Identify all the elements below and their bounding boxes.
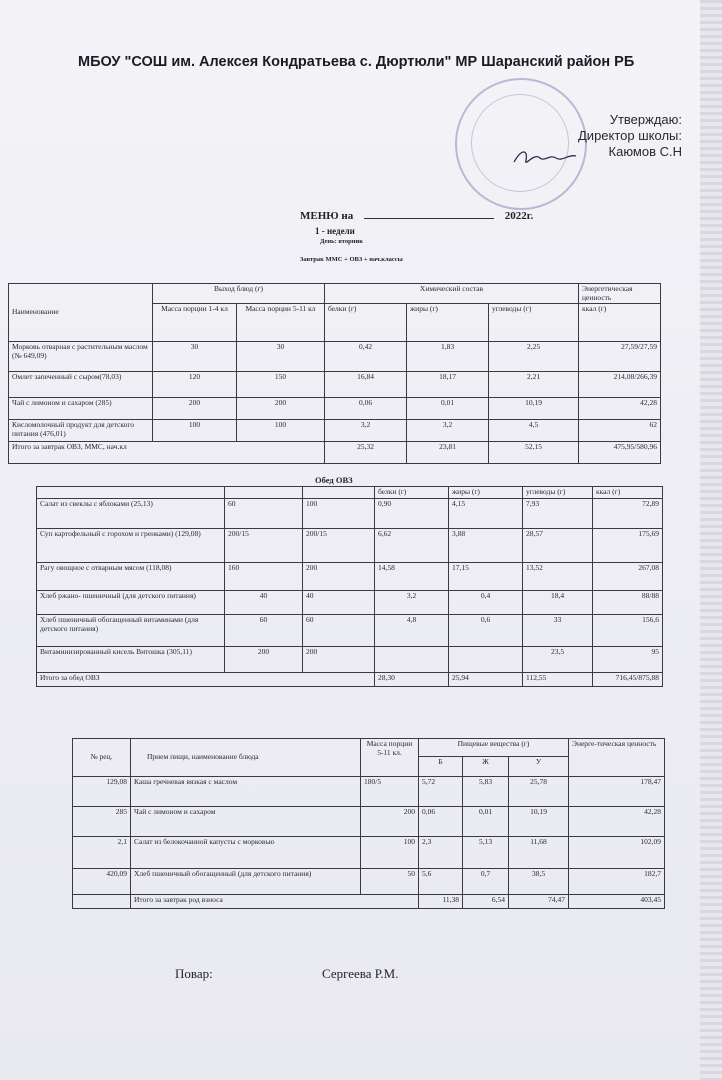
cell bbox=[449, 647, 523, 673]
u-header: У bbox=[509, 757, 569, 777]
cell: 475,95/580,96 bbox=[579, 442, 661, 464]
lunch-table bbox=[36, 486, 663, 687]
menu-title-text: МЕНЮ на bbox=[300, 210, 354, 222]
director-name: Каюмов С.Н bbox=[608, 144, 682, 159]
yield-header: Выход блюд (г) bbox=[153, 284, 325, 304]
cell: 285 bbox=[73, 807, 131, 837]
director-label: Директор школы: bbox=[578, 128, 682, 143]
cell: 0,01 bbox=[407, 398, 489, 420]
menu-day: День: вторник bbox=[320, 238, 363, 245]
cell: 0,90 bbox=[375, 499, 449, 529]
dish-name: Суп картофельный с горохом и гренками) (129,08) bbox=[37, 529, 225, 563]
table-row bbox=[37, 563, 663, 591]
table-row bbox=[37, 499, 663, 529]
dish-name: Чай с лимоном и сахаром bbox=[131, 807, 361, 837]
cell: 13,52 bbox=[523, 563, 593, 591]
cell: 25,32 bbox=[325, 442, 407, 464]
cell: 88/88 bbox=[593, 591, 663, 615]
cell: 160 bbox=[225, 563, 303, 591]
cell: 40 bbox=[303, 591, 375, 615]
table-row bbox=[73, 837, 665, 869]
lunch-title: Обед ОВЗ bbox=[315, 475, 353, 485]
cell: 214,08/266,39 bbox=[579, 372, 661, 398]
fat-header: жиры (г) bbox=[407, 304, 489, 342]
mass14-header: Масса порции 1-4 кл bbox=[153, 304, 237, 342]
cell: 112,55 bbox=[523, 673, 593, 687]
cell: 18,4 bbox=[523, 591, 593, 615]
protein-header: белки (г) bbox=[375, 487, 449, 499]
cell: 0,6 bbox=[449, 615, 523, 647]
dish-name: Хлеб пшеничный обогащенный (для детского питания) bbox=[131, 869, 361, 895]
cell: 60 bbox=[225, 615, 303, 647]
b-header: Б bbox=[419, 757, 463, 777]
cell: 182,7 bbox=[569, 869, 665, 895]
cell: 50 bbox=[361, 869, 419, 895]
cell: 16,84 bbox=[325, 372, 407, 398]
total-row bbox=[73, 895, 665, 909]
cook-name: Сергеева Р.М. bbox=[322, 966, 399, 981]
cell: 267,08 bbox=[593, 563, 663, 591]
dish-name: Салат из свеклы с яблоками (25,13) bbox=[37, 499, 225, 529]
cell: 2,1 bbox=[73, 837, 131, 869]
cell: 10,19 bbox=[509, 807, 569, 837]
cell: 6,62 bbox=[375, 529, 449, 563]
table-row bbox=[37, 647, 663, 673]
total-label: Итого за завтрак ОВЗ, ММС, нач.кл bbox=[9, 442, 325, 464]
cell: 4,15 bbox=[449, 499, 523, 529]
cell: 100 bbox=[361, 837, 419, 869]
cell: 25,94 bbox=[449, 673, 523, 687]
col-name-header: Наименование bbox=[9, 284, 153, 342]
cell: 178,47 bbox=[569, 777, 665, 807]
cell: 11,38 bbox=[419, 895, 463, 909]
cell: 14,58 bbox=[375, 563, 449, 591]
chem-header: Химический состав bbox=[325, 284, 579, 304]
approve-label: Утверждаю: bbox=[609, 112, 682, 127]
recipe-header: № рец. bbox=[73, 739, 131, 777]
cell: 3,2 bbox=[325, 420, 407, 442]
cell: 200 bbox=[225, 647, 303, 673]
dish-name: Каша гречневая вязкая с маслом bbox=[131, 777, 361, 807]
cell: 0,4 bbox=[449, 591, 523, 615]
cell: 74,47 bbox=[509, 895, 569, 909]
table-row bbox=[73, 807, 665, 837]
zh-header: Ж bbox=[463, 757, 509, 777]
dish-name: Омлет запеченный с сыром(78,03) bbox=[9, 372, 153, 398]
cell: 42,28 bbox=[579, 398, 661, 420]
table-row bbox=[9, 420, 661, 442]
cell: 100 bbox=[237, 420, 325, 442]
cell: 4,8 bbox=[375, 615, 449, 647]
cell: 40 bbox=[225, 591, 303, 615]
table-row bbox=[37, 615, 663, 647]
dish-name: Хлеб ржано- пшеничный (для детского питания) bbox=[37, 591, 225, 615]
cell: 180/5 bbox=[361, 777, 419, 807]
table-row bbox=[9, 342, 661, 372]
dish-header: Прием пищи, наименование блюда bbox=[131, 739, 361, 777]
dish-name: Салат из белокочанной капусты с морковью bbox=[131, 837, 361, 869]
cell: 4,5 bbox=[489, 420, 579, 442]
dish-name: Кисломолочный продукт для детского питания (476,01) bbox=[9, 420, 153, 442]
cell: 3,2 bbox=[407, 420, 489, 442]
kcal-header: ккал (г) bbox=[579, 304, 661, 342]
cell: 3,88 bbox=[449, 529, 523, 563]
table-row bbox=[73, 777, 665, 807]
total-row bbox=[37, 673, 663, 687]
cell: 2,25 bbox=[489, 342, 579, 372]
cell: 200 bbox=[237, 398, 325, 420]
cell: 0,06 bbox=[419, 807, 463, 837]
cell: 156,6 bbox=[593, 615, 663, 647]
cell: 62 bbox=[579, 420, 661, 442]
cell: 5,72 bbox=[419, 777, 463, 807]
cell: 5,13 bbox=[463, 837, 509, 869]
cell: 42,28 bbox=[569, 807, 665, 837]
cell: 7,93 bbox=[523, 499, 593, 529]
cell: 175,69 bbox=[593, 529, 663, 563]
cell bbox=[225, 487, 303, 499]
table-row bbox=[9, 372, 661, 398]
table-row bbox=[37, 529, 663, 563]
carb-header: углеводы (г) bbox=[489, 304, 579, 342]
cell: 200 bbox=[303, 563, 375, 591]
cell bbox=[37, 487, 225, 499]
cell: 3,2 bbox=[375, 591, 449, 615]
kcal-header: ккал (г) bbox=[593, 487, 663, 499]
cell bbox=[73, 895, 131, 909]
cell: 38,5 bbox=[509, 869, 569, 895]
cell: 60 bbox=[303, 615, 375, 647]
cell: 100 bbox=[303, 499, 375, 529]
cell: 6,54 bbox=[463, 895, 509, 909]
cell: 11,68 bbox=[509, 837, 569, 869]
cell: 28,30 bbox=[375, 673, 449, 687]
cell: 716,45/875,88 bbox=[593, 673, 663, 687]
director-signature bbox=[510, 142, 580, 172]
cell: 10,19 bbox=[489, 398, 579, 420]
cook-label: Повар: bbox=[175, 966, 213, 981]
cell: 0,7 bbox=[463, 869, 509, 895]
cell: 33 bbox=[523, 615, 593, 647]
nutrients-header: Пищевые вещества (г) bbox=[419, 739, 569, 757]
cell bbox=[303, 487, 375, 499]
cell: 5,83 bbox=[463, 777, 509, 807]
cell: 95 bbox=[593, 647, 663, 673]
energy-header: Энерге-тическая ценность bbox=[569, 739, 665, 777]
table-row bbox=[37, 591, 663, 615]
cell bbox=[375, 647, 449, 673]
mass511-header: Масса порции 5-11 кл bbox=[237, 304, 325, 342]
cell: 27,59/27,59 bbox=[579, 342, 661, 372]
school-title: МБОУ "СОШ им. Алексея Кондратьева с. Дюртюли" МР Шаранский район РБ bbox=[78, 54, 635, 70]
cell: 0,42 bbox=[325, 342, 407, 372]
cell: 200 bbox=[361, 807, 419, 837]
table-row bbox=[73, 869, 665, 895]
cell: 2,3 bbox=[419, 837, 463, 869]
dish-name: Рагу овощное с отварным мясом (118,08) bbox=[37, 563, 225, 591]
cell: 18,17 bbox=[407, 372, 489, 398]
cell: 200/15 bbox=[303, 529, 375, 563]
cell: 102,09 bbox=[569, 837, 665, 869]
cell: 17,15 bbox=[449, 563, 523, 591]
cell: 30 bbox=[153, 342, 237, 372]
fat-header: жиры (г) bbox=[449, 487, 523, 499]
breakfast-table bbox=[8, 283, 661, 464]
cell: 5,6 bbox=[419, 869, 463, 895]
protein-header: белки (г) bbox=[325, 304, 407, 342]
meal-title: Завтрак ММС + ОВЗ + нач.классы bbox=[300, 256, 403, 263]
cell: 0,06 bbox=[325, 398, 407, 420]
cell: 52,15 bbox=[489, 442, 579, 464]
approval-block bbox=[578, 112, 682, 160]
cell: 30 bbox=[237, 342, 325, 372]
table-row bbox=[9, 398, 661, 420]
cell: 200 bbox=[153, 398, 237, 420]
cell: 200 bbox=[303, 647, 375, 673]
cell: 1,83 bbox=[407, 342, 489, 372]
total-label: Итого за завтрак род взноса bbox=[131, 895, 419, 909]
paper-edge bbox=[700, 0, 722, 1080]
cell: 72,89 bbox=[593, 499, 663, 529]
dish-name: Хлеб пшеничный обогащенный витаминами (для детского питания) bbox=[37, 615, 225, 647]
menu-week: 1 - недели bbox=[315, 226, 355, 236]
menu-year: 2022г. bbox=[504, 210, 534, 222]
cell: 60 bbox=[225, 499, 303, 529]
cell: 23,81 bbox=[407, 442, 489, 464]
cell: 420,09 bbox=[73, 869, 131, 895]
fee-breakfast-table bbox=[72, 738, 665, 909]
dish-name: Морковь отварная с растительным маслом (№ 649,09) bbox=[9, 342, 153, 372]
carb-header: углеводы (г) bbox=[523, 487, 593, 499]
menu-title bbox=[300, 210, 560, 222]
cell: 120 bbox=[153, 372, 237, 398]
cell: 150 bbox=[237, 372, 325, 398]
cell: 2,21 bbox=[489, 372, 579, 398]
cell: 25,78 bbox=[509, 777, 569, 807]
total-row bbox=[9, 442, 661, 464]
dish-name: Чай с лимоном и сахаром (285) bbox=[9, 398, 153, 420]
mass-header: Масса порции 5-11 кл. bbox=[361, 739, 419, 777]
cell: 28,57 bbox=[523, 529, 593, 563]
total-label: Итого за обед ОВЗ bbox=[37, 673, 375, 687]
cell: 23,5 bbox=[523, 647, 593, 673]
cell: 0,01 bbox=[463, 807, 509, 837]
dish-name: Витаминизированный кисель Витошка (305,11) bbox=[37, 647, 225, 673]
date-blank bbox=[364, 218, 494, 219]
cell: 129,08 bbox=[73, 777, 131, 807]
cell: 403,45 bbox=[569, 895, 665, 909]
cell: 100 bbox=[153, 420, 237, 442]
cell: 200/15 bbox=[225, 529, 303, 563]
energy-header: Энергетическая ценность bbox=[579, 284, 661, 304]
